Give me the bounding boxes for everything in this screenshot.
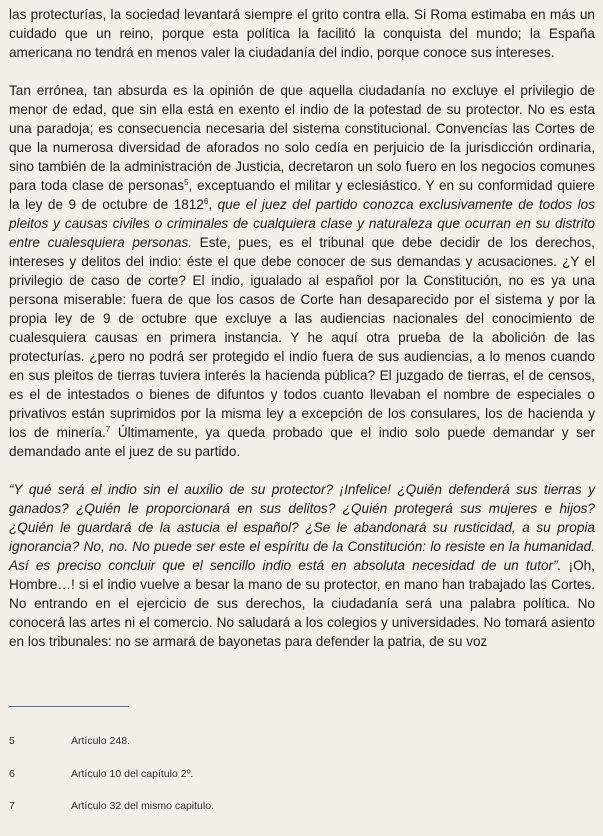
text-run: Este, pues, es el tribunal que debe decidir de los derechos, intereses y delitos del indio: éste el que debe conocer de sus demandas y acusaciones. ¿Y el privilegio de caso de corte? El indio, igualado al español por la Constitución, no es ya una persona miserable: fuera de que los casos de Corte han desaparecido por el sistema y por la propia ley de 9 de octubre que excluye a las audiencias nacionales del conocimiento de cualesquiera causas en primera instancia. Y he aquí otra prueba de la abolición de las protecturías. ¿pero no podrá ser protegido el indio fuera de sus audiencias, a lo menos cuando en sus pleitos de tierras tuviera interés la hacienda pública? El juzgado de tierras, el de censos, es el de intestados o bienes de difuntos y todos cuanto llevaban el nombre de especiales o privativos están suprimidos por la misma ley a excepción de los consulares, los de hacienda y los de minería. [9,235,595,440]
text-run: las protecturías, la sociedad levantará siempre el grito contra ella. Si Roma estimaba en más un cuidado que un reino, porque esta política la facilitó la conquista del mundo; la España americana no tendrá en menos valer la ciudadanía del indio, porque conoce sus intereses. [9,7,595,60]
text-run: Tan errónea, tan absurda es la opinión de que aquella ciudadanía no excluye el privilegio de menor de edad, que sin ella está en exento el indio de la potestad de su protector. No es esta una paradoja; es consecuencia necesaria del sistema constitucional. Convencías las Cortes de que la numerosa diversidad de aforados no solo cedía en perjuicio de la jurisdicción ordinaria, sino también de la administración de Justicia, decretaron un solo fuero en los negocios comunes para toda clase de personas [9,83,595,193]
footnote-ref: 7 [105,425,111,434]
italic-text: que el juez del partido conozca exclusivamente de todos los pleitos y causas civiles o criminales de cualquiera clase y naturaleza que ocurran en su distrito entre cualesquiera personas. [9,197,596,250]
text-run: Últimamente, ya queda probado que el indio solo puede demandar y ser demandado ante el juez de su partido. [9,425,595,459]
text-run: , exceptuando el militar y eclesiástico. Y en su conformidad quiere la ley de 9 de octubre de 1812 [9,178,595,212]
footnote-ref: 5 [184,178,189,187]
text-run: , [208,197,218,212]
footnote-separator [9,706,129,707]
footnote-text: Artículo 32 del mismo capitulo. [71,800,214,812]
paragraph-1 [9,5,595,62]
footnote-ref: 6 [203,197,209,206]
footnote-number: 7 [9,800,15,812]
footnote-text: Artículo 248. [71,735,130,747]
footnote-number: 6 [9,768,15,780]
paragraph-2 [9,81,595,461]
text-run: ¡Oh, Hombre…! si el indio vuelve a besar la mano de su protector, en mano han trabajado las Cortes. No entrando en el ejercicio de sus derechos, la ciudadanía será una palabra política. No conocerá las artes ni el comercio. No saludará a los colegios y universidades. No tomará asiento en los tribunales: no se armará de bayonetas para defender la patria, de su voz [9,558,596,649]
italic-text: “Y qué será el indio sin el auxilio de su protector? ¡Infelice! ¿Quién defenderá sus tierras y ganados? ¿Quién le proporcionará en sus delitos? ¿Quién protegerá sus mujeres e hijos? ¿Quién le guardará de la astucia el español? ¿Se le abandonará su rusticidad, a su propia ignorancia? No, no. No puede ser este el espíritu de la Constitución: lo resiste en la humanidad. Así es preciso concluir que el sencillo indio está en absoluta necesidad de un tutor”. [9,482,595,573]
footnote-text: Artículo 10 del capítulo 2º. [71,768,194,780]
paragraph-3 [9,480,595,651]
body-text [9,5,595,651]
footnote-number: 5 [9,735,15,747]
